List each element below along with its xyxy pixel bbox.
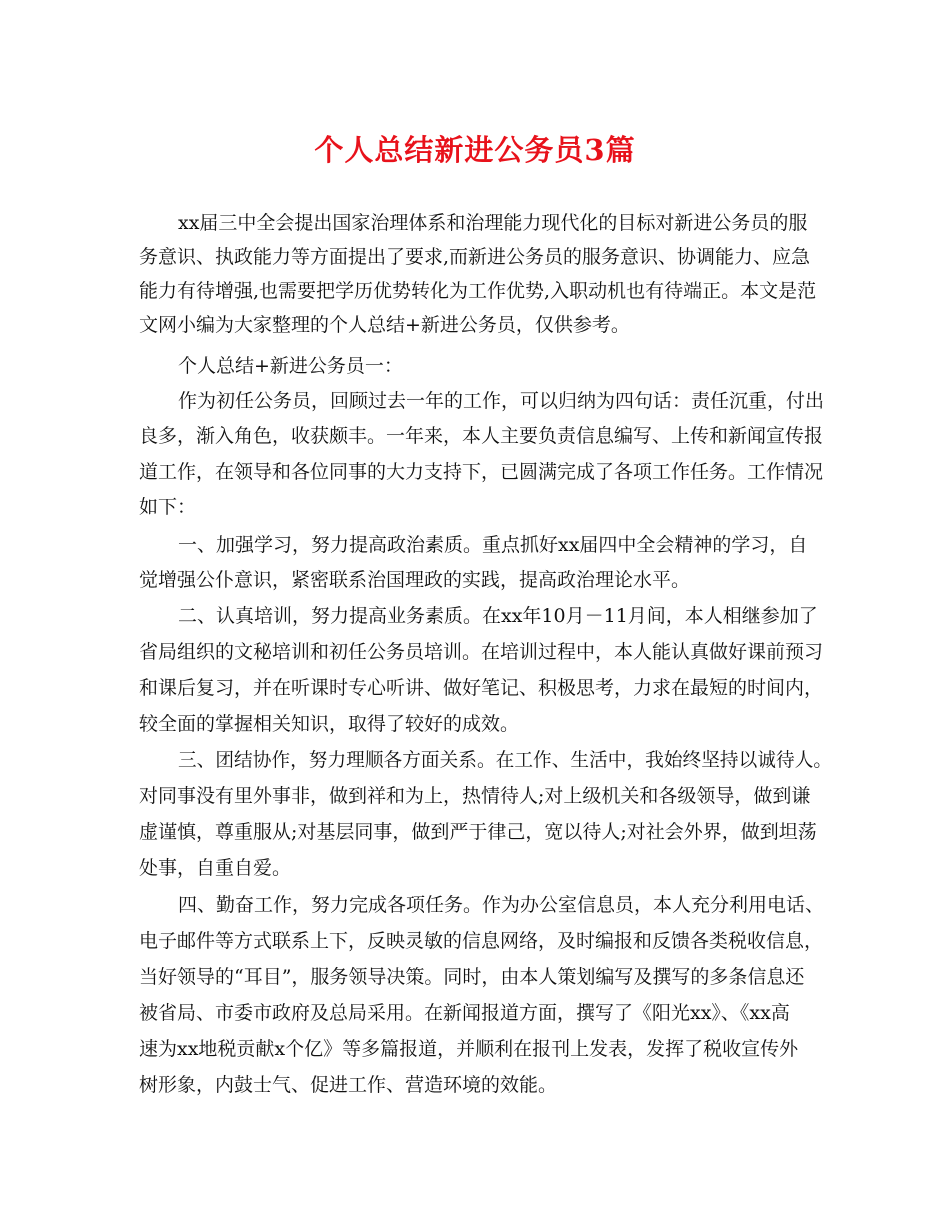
paragraph-line: 四、勤奋工作，努力完成各项任务。作为办公室信息员，本人充分利用电话、 [178,894,825,916]
paragraph-line: 当好领导的“耳目”，服务领导决策。同时，由本人策划编写及撰写的多条信息还 [139,966,805,988]
paragraph-line: 良多，渐入角色，收获颇丰。一年来，本人主要负责信息编写、上传和新闻宣传报 [139,425,824,447]
paragraph-line: xx届三中全会提出国家治理体系和治理能力现代化的目标对新进公务员的服 [178,212,808,234]
paragraph-line: 如下： [139,496,197,518]
document-title: 个人总结新进公务员3篇 [314,133,636,167]
paragraph-line: 文网小编为大家整理的个人总结+新进公务员，仅供参考。 [139,314,630,336]
paragraph-line: 省局组织的文秘培训和初任公务员培训。在培训过程中，本人能认真做好课前预习 [139,641,824,663]
paragraph-line: 被省局、市委市政府及总局采用。在新闻报道方面，撰写了《阳光xx》、《xx高 [139,1002,790,1024]
paragraph-line: 觉增强公仆意识，紧密联系治国理政的实践，提高政治理论水平。 [139,569,691,591]
section-heading: 个人总结+新进公务员一： [178,355,403,377]
paragraph-line: 较全面的掌握相关知识，取得了较好的成效。 [139,713,520,735]
paragraph-line: 对同事没有里外事非，做到祥和为上，热情待人;对上级机关和各级领导，做到谦 [139,785,811,807]
paragraph-line: 处事，自重自爱。 [139,857,292,879]
paragraph-line: 一、加强学习，努力提高政治素质。重点抓好xx届四中全会精神的学习，自 [178,534,808,556]
paragraph-line: 速为xx地税贡献x个亿》等多篇报道，并顺利在报刊上发表，发挥了税收宣传外 [139,1038,799,1060]
paragraph-line: 二、认真培训，努力提高业务素质。在xx年10月－11月间，本人相继参加了 [178,605,818,627]
paragraph-line: 三、团结协作，努力理顺各方面关系。在工作、生活中，我始终坚持以诚待人。 [178,749,833,771]
paragraph-line: 作为初任公务员，回顾过去一年的工作，可以归纳为四句话：责任沉重，付出 [178,390,825,412]
paragraph-line: 和课后复习，并在听课时专心听讲、做好笔记、积极思考，力求在最短的时间内， [139,677,824,699]
paragraph-line: 电子邮件等方式联系上下，反映灵敏的信息网络，及时编报和反馈各类税收信息， [139,930,824,952]
paragraph-line: 虚谨慎，尊重服从;对基层同事，做到严于律己，宽以待人;对社会外界，做到坦荡 [139,821,817,843]
paragraph-line: 务意识、执政能力等方面提出了要求,而新进公务员的服务意识、协调能力、应急 [139,246,811,268]
paragraph-line: 道工作，在领导和各位同事的大力支持下，已圆满完成了各项工作任务。工作情况 [139,461,824,483]
paragraph-line: 能力有待增强,也需要把学历优势转化为工作优势,入职动机也有待端正。本文是范 [139,280,817,302]
paragraph-line: 树形象，内鼓士气、促进工作、营造环境的效能。 [139,1074,558,1096]
